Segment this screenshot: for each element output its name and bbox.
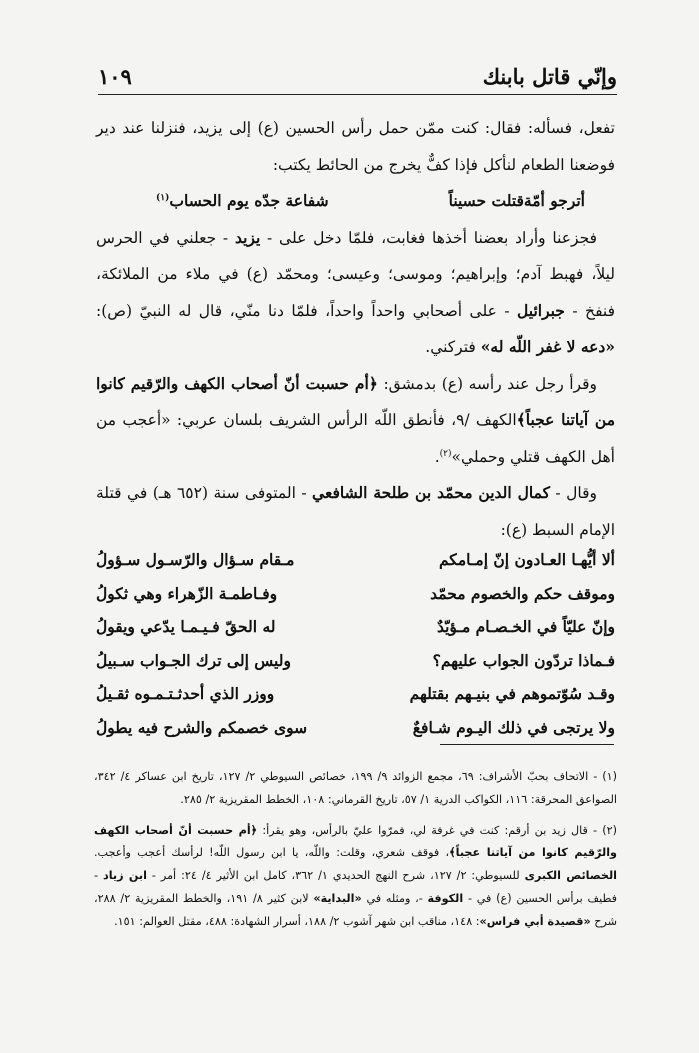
poem-line: [96, 577, 615, 611]
footnote-ref-1: (١): [156, 192, 170, 203]
main-text: [96, 110, 615, 548]
hemistich-second: مـقام سـؤال والرّسـول سـؤولُ: [96, 550, 295, 569]
footnote-1: (١) - الاتحاف بحبّ الأشراف: ٦٩، مجمع الزوائد ٩/ ١٩٩، خصائص السيوطي ٢/ ١٢٧، تاريخ ابن عساكر ٤/ ٣٤٢، الصواعق المحرقة: ١١٦، الكواكب الدرية ١/ ٥٧، تاريخ القرماني: ١٠٨، الخطط المقريزية ٢/ ٢٨٥.: [94, 770, 618, 806]
hemistich-second: سوى خصمكم والشرح فيه يطولُ: [96, 717, 308, 737]
hemistich-first: ولا يرتجى في ذلك اليـوم شـافعٌ: [412, 717, 615, 737]
verse-first-half: أترجو أمّةقتلت حسيناً: [448, 191, 585, 210]
page-number: ١٠٩: [98, 63, 132, 89]
paragraph-2: فجزعنا وأراد بعضنا أخذها فغابت، فلمّا دخل على - يزيد - جعلني في الحرس ليلاً، فهبط آدم؛ وإبراهيم؛ وموسى؛ وعيسى؛ ومحمّد (ع) في ملاء من الملائكة، فنفخ - جبرائيل - على أصحابي واحداً واحداً، فلمّا دنا منّي، قال له النبيّ (ص): «دعه لا غفر اللّه له» فتركني.: [96, 227, 615, 356]
hemistich-second: له الحقّ فـيـمـا يدّعي ويقولُ: [96, 617, 276, 636]
poem-line: [96, 677, 615, 711]
poet-name: كمال الدين محمّد بن طلحة الشافعي: [312, 483, 550, 502]
footnote-separator: [440, 744, 614, 745]
inscribed-verse: [96, 183, 615, 220]
hemistich-second: ووزر الذي أحدثـتـمـوه ثقـيلُ: [96, 684, 275, 703]
hemistich-first: فـماذا تردّون الجواب عليهم؟: [432, 650, 615, 670]
hemistich-second: وليس إلى ترك الجـواب سـبيلُ: [96, 650, 291, 670]
footnote-2: (٢) - قال زيد بن أرقم: كنت في غرفة لي، فمرّوا عليّ بالرأس، وهو يقرأ: ﴿أم حسبت أنّ أصحاب الكهف والرّقيم كانوا من آياتنا عجباً﴾، فوقف شعري، وقلت: واللّه، يا ابن رسول اللّه! لرأسك أعجب وأعجب. الخصائص الكبرى للسيوطي: ٢/ ١٢٧، شرح النهج الحديدي ١/ ٣٦٢، كامل ابن الأثير ٤/ ٢٤: أمر - ابن زياد - فطيف برأس الحسين (ع) في - الكوفة -، ومثله في «البداية» لابن كثير ٨/ ١٩١، والخطط المقريزية ٢/ ٢٨٨، شرح «قصيدة أبي فراس»: ١٤٨، مناقب ابن شهر آشوب ٢/ ١٨٨، أسرار الشهادة: ٤٨٨، مقتل العوالم: ١٥١.: [94, 823, 618, 928]
hemistich-first: وقـد سُوّتموهم في بنيـهم بقتلهم: [409, 684, 615, 703]
footnotes: [94, 766, 617, 934]
verse-second-half: شفاعة جدّه يوم الحساب$^{(١)}$: [156, 191, 329, 210]
poem-line: [96, 644, 615, 678]
hemistich-first: وموقف حكم والخصوم محمّد: [430, 583, 615, 603]
paragraph-1: [96, 110, 615, 183]
hemistich-first: وإنّ عليّاً في الخـصـام مـؤيّدٌ: [436, 617, 615, 636]
hemistich-second: وفـاطمـة الزّهراء وهي ثكولُ: [96, 583, 278, 603]
footnote-ref-2: (٢): [439, 448, 452, 459]
prophet-quote: «دعه لا غفر اللّه له»: [480, 337, 615, 356]
name-jibril: جبرائيل: [517, 300, 565, 320]
paragraph-1-text: تفعل، فسأله: فقال: كنت ممّن حمل رأس الحسين (ع) إلى يزيد، فنزلنا عند دير فوضعنا الطعام لنأكل فإذا كفٌّ يخرج من الحائط يكتب:: [96, 119, 615, 174]
paragraph-3: وقرأ رجل عند رأسه (ع) بدمشق: ﴿أم حسبت أنّ أصحاب الكهف والرّقيم كانوا من آياتنا عجباً﴾الكهف /٩، فأنطق اللّه الرأس الشريف بلسان عربي: «أعجب من أهل الكهف قتلي وحملي»$^{(٢)}$.: [96, 373, 615, 466]
name-yazid: يزيد: [234, 227, 261, 247]
running-title: وإنّي قاتل بابنك: [482, 63, 617, 89]
paragraph-4: وقال - كمال الدين محمّد بن طلحة الشافعي - المتوفى سنة (٦٥٢ هـ) في قتلة الإمام السبط (ع):: [96, 483, 615, 539]
poem-line: [96, 543, 615, 577]
page-header: [98, 58, 617, 95]
poem-line: [96, 610, 615, 644]
poem: [96, 543, 615, 744]
hemistich-first: ألا أيُّهـا العـادون إنّ إمـامكم: [438, 550, 615, 569]
poem-line: [96, 711, 615, 745]
quran-verse: ﴿أم حسبت أنّ أصحاب الكهف والرّقيم كانوا من آياتنا عجباً﴾: [96, 373, 615, 429]
